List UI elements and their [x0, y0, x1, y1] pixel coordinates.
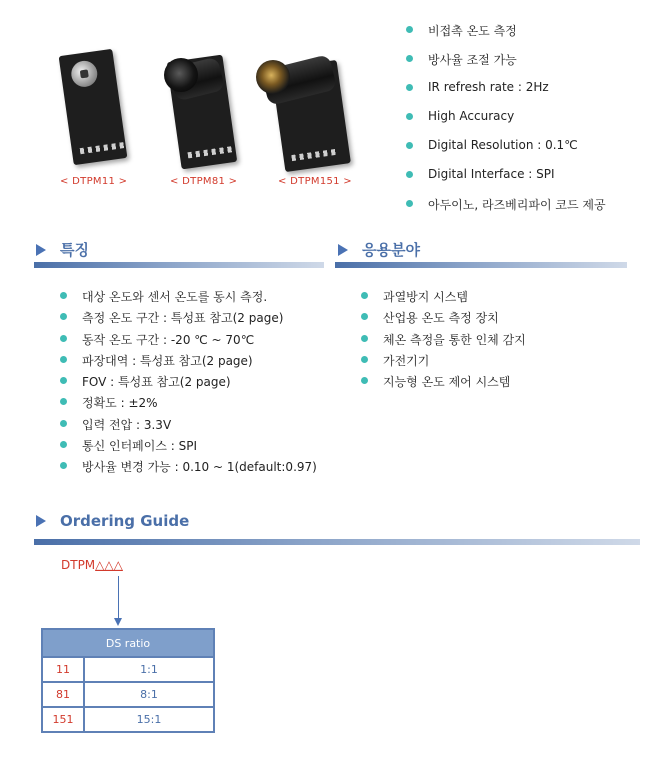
list-item: High Accuracy — [428, 109, 606, 138]
list-item: IR refresh rate : 2Hz — [428, 80, 606, 109]
section-title-features: 특징 — [36, 239, 89, 260]
list-item: 정확도 : ±2% — [82, 394, 317, 415]
list-item: 동작 온도 구간 : -20 ℃ ~ 70℃ — [82, 331, 317, 352]
list-item: 체온 측정을 통한 인체 감지 — [383, 331, 526, 352]
bullet-icon — [361, 292, 368, 299]
list-item: 방사율 변경 가능 : 0.10 ~ 1(default:0.97) — [82, 458, 317, 479]
section-divider — [34, 539, 640, 545]
table-cell-ratio: 15:1 — [84, 707, 214, 732]
arrow-head-icon — [114, 618, 122, 626]
bullet-icon — [60, 335, 67, 342]
product-image-dtpm81 — [158, 48, 248, 178]
table-header: DS ratio — [42, 629, 214, 657]
bullet-icon — [60, 441, 67, 448]
bullet-icon — [60, 377, 67, 384]
table-cell-code: 11 — [42, 657, 84, 682]
bullet-icon — [60, 462, 67, 469]
product-image-dtpm151 — [252, 48, 356, 178]
product-caption-dtpm11: < DTPM11 > — [60, 176, 128, 187]
table-row — [42, 682, 214, 707]
bullet-icon — [60, 420, 67, 427]
part-number-code: DTPM△△△ — [61, 558, 123, 572]
bullet-icon — [406, 55, 413, 62]
table-cell-ratio: 8:1 — [84, 682, 214, 707]
list-item: 방사율 조절 가능 — [428, 51, 606, 80]
list-item: Digital Interface : SPI — [428, 167, 606, 196]
product-caption-dtpm81: < DTPM81 > — [170, 176, 238, 187]
list-item: 가전기기 — [383, 352, 526, 373]
table-row — [42, 707, 214, 732]
bullet-icon — [361, 377, 368, 384]
product-caption-dtpm151: < DTPM151 > — [278, 176, 352, 187]
list-item: 산업용 온도 측정 장치 — [383, 309, 526, 330]
section-title-ordering: Ordering Guide — [36, 512, 189, 530]
bullet-icon — [60, 398, 67, 405]
triangle-icon — [36, 515, 46, 527]
bullet-icon — [406, 200, 413, 207]
triangle-icon — [338, 244, 348, 256]
section-divider — [335, 262, 627, 268]
bullet-icon — [361, 335, 368, 342]
table-cell-code: 151 — [42, 707, 84, 732]
ds-ratio-table — [41, 628, 215, 733]
product-image-dtpm11 — [60, 40, 140, 170]
list-item: 아두이노, 라즈베리파이 코드 제공 — [428, 196, 606, 225]
table-row — [42, 657, 214, 682]
arrow-icon — [118, 576, 119, 620]
top-feature-list — [428, 22, 606, 225]
list-item: 입력 전압 : 3.3V — [82, 416, 317, 437]
table-cell-ratio: 1:1 — [84, 657, 214, 682]
list-item: 대상 온도와 센서 온도를 동시 측정. — [82, 288, 317, 309]
applications-list — [383, 288, 526, 394]
list-item: 통신 인터페이스 : SPI — [82, 437, 317, 458]
list-item: 비접촉 온도 측정 — [428, 22, 606, 51]
table-cell-code: 81 — [42, 682, 84, 707]
bullet-icon — [406, 142, 413, 149]
bullet-icon — [361, 356, 368, 363]
bullet-icon — [406, 171, 413, 178]
triangle-icon — [36, 244, 46, 256]
list-item: FOV : 특성표 참고(2 page) — [82, 373, 317, 394]
bullet-icon — [406, 84, 413, 91]
bullet-icon — [60, 292, 67, 299]
bullet-icon — [406, 113, 413, 120]
list-item: 파장대역 : 특성표 참고(2 page) — [82, 352, 317, 373]
list-item: 과열방지 시스템 — [383, 288, 526, 309]
section-divider — [34, 262, 324, 268]
bullet-icon — [60, 313, 67, 320]
section-title-applications: 응용분야 — [338, 239, 420, 260]
list-item: 측정 온도 구간 : 특성표 참고(2 page) — [82, 309, 317, 330]
bullet-icon — [60, 356, 67, 363]
list-item: 지능형 온도 제어 시스템 — [383, 373, 526, 394]
bullet-icon — [361, 313, 368, 320]
features-list — [82, 288, 317, 480]
list-item: Digital Resolution : 0.1℃ — [428, 138, 606, 167]
bullet-icon — [406, 26, 413, 33]
